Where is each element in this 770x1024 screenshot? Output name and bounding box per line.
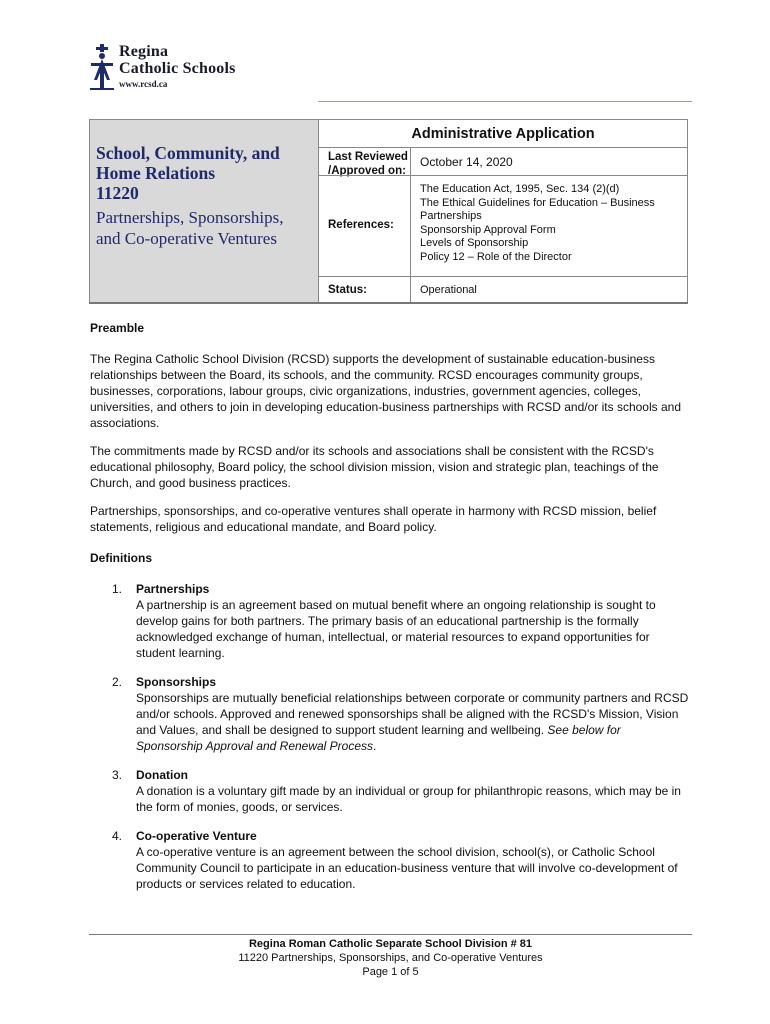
reviewed-label	[319, 148, 411, 176]
reference-item: Levels of Sponsorship	[420, 237, 529, 249]
table-heading: Administrative Application	[411, 126, 595, 142]
definition-text: A partnership is an agreement based on mutual benefit where an ongoing relationship is sought to develop gains for both partners. The primary basis of an educational partnership is the formally acknowledged exchange of human, intellectual, or material resources to expand opportunities for student learning.	[136, 598, 656, 660]
reference-item: Policy 12 – Role of the Director	[420, 250, 572, 263]
preamble-paragraph-2: The commitments made by RCSD and/or its schools and associations shall be consistent with the RCSD's educational philosophy, Board policy, the school division mission, vision and strategic plan, teachings of the Church, and good business practices.	[90, 444, 659, 490]
definition-number: 4.	[112, 829, 123, 843]
status-value: Operational	[420, 284, 477, 296]
reference-item: The Ethical Guidelines for Education – Business	[420, 196, 655, 209]
table-row-reviewed	[319, 147, 687, 176]
top-rule	[318, 101, 692, 102]
footer-rule	[89, 934, 692, 935]
document-body	[90, 320, 690, 905]
definition-italic-note: See below for Sponsorship Approval and Renewal Process	[136, 723, 621, 753]
logo-text	[119, 44, 236, 91]
references-label: References:	[319, 176, 411, 277]
definition-number: 3.	[112, 768, 123, 782]
definition-term: Sponsorships	[136, 675, 217, 689]
policy-subtitle-line-1: Partnerships, Sponsorships,	[96, 208, 284, 227]
table-row-status	[319, 276, 687, 304]
header-bottom-rule	[89, 302, 688, 304]
definition-term: Co-operative Venture	[136, 829, 257, 843]
definitions-heading: Definitions	[90, 551, 152, 565]
policy-subtitle-line-2: and Co-operative Ventures	[96, 229, 277, 248]
policy-subtitle	[96, 207, 316, 249]
footer-page-number: Page 1 of 5	[362, 966, 419, 978]
preamble-paragraph-3: Partnerships, sponsorships, and co-operative ventures shall operate in harmony with RCSD mission, belief statements, religious and educational mandate, and Board policy.	[90, 504, 657, 534]
reviewed-label-line-2: /Approved on:	[328, 165, 406, 177]
reviewed-label-line-1: Last Reviewed	[328, 151, 408, 163]
rcsd-logo	[88, 44, 288, 94]
policy-info-table	[318, 119, 688, 303]
policy-title-line-2: Home Relations	[96, 163, 216, 183]
definition-text: Sponsorships are mutually beneficial relationships between corporate or community partners and RCSD and/or schools. Approved and renewed sponsorships shall be aligned with the RCSD's Mission, Vision and Values, and shall be designed to support student learning and wellbeing.	[136, 691, 689, 737]
reviewed-value: October 14, 2020	[420, 155, 513, 169]
definition-item	[90, 674, 690, 754]
references-list	[420, 183, 655, 264]
reference-item: Sponsorship Approval Form	[420, 223, 556, 236]
policy-number: 11220	[96, 183, 139, 203]
definition-text: A donation is a voluntary gift made by an individual or group for philanthropic reasons, which may be in the form of monies, goods, or services.	[136, 784, 681, 814]
preamble-heading: Preamble	[90, 321, 145, 335]
footer-policy-title: 11220 Partnerships, Sponsorships, and Co-operative Ventures	[238, 952, 543, 964]
preamble-paragraph-1: The Regina Catholic School Division (RCSD) supports the development of sustainable education-business relationships between the Board, its schools, and the community. RCSD encourages community groups, businesses, corporations, labour groups, civic organizations, industries, government agencies, colleges, universities, and others to join in developing education-business partnerships with RCSD and/or its schools and associations.	[90, 352, 681, 430]
definitions-list	[90, 581, 690, 892]
footer-division-name: Regina Roman Catholic Separate School Division # 81	[248, 938, 533, 950]
definition-text: A co-operative venture is an agreement between the school division, school(s), or Catholic School Community Council to participate in an education-business venture that will involve co-development of products or services related to education.	[136, 845, 678, 891]
policy-title	[96, 143, 316, 203]
logo-line-1: Regina	[119, 43, 169, 60]
definition-term: Partnerships	[136, 582, 210, 596]
page-footer	[89, 937, 692, 979]
definition-term: Donation	[136, 768, 188, 782]
cross-figure-icon	[88, 44, 116, 94]
reference-item: Partnerships	[420, 210, 482, 222]
status-label: Status:	[319, 277, 411, 304]
reference-item: The Education Act, 1995, Sec. 134 (2)(d)	[420, 183, 620, 195]
definition-item	[90, 767, 690, 815]
definition-number: 2.	[112, 675, 123, 689]
policy-title-line-1: School, Community, and	[96, 143, 280, 163]
logo-url: www.rcsd.ca	[119, 79, 168, 89]
definition-item	[90, 581, 690, 661]
definition-tail: .	[373, 739, 377, 753]
logo-line-2: Catholic Schools	[119, 60, 236, 77]
table-row-references	[319, 175, 687, 277]
definition-item	[90, 828, 690, 892]
definition-number: 1.	[112, 582, 123, 596]
